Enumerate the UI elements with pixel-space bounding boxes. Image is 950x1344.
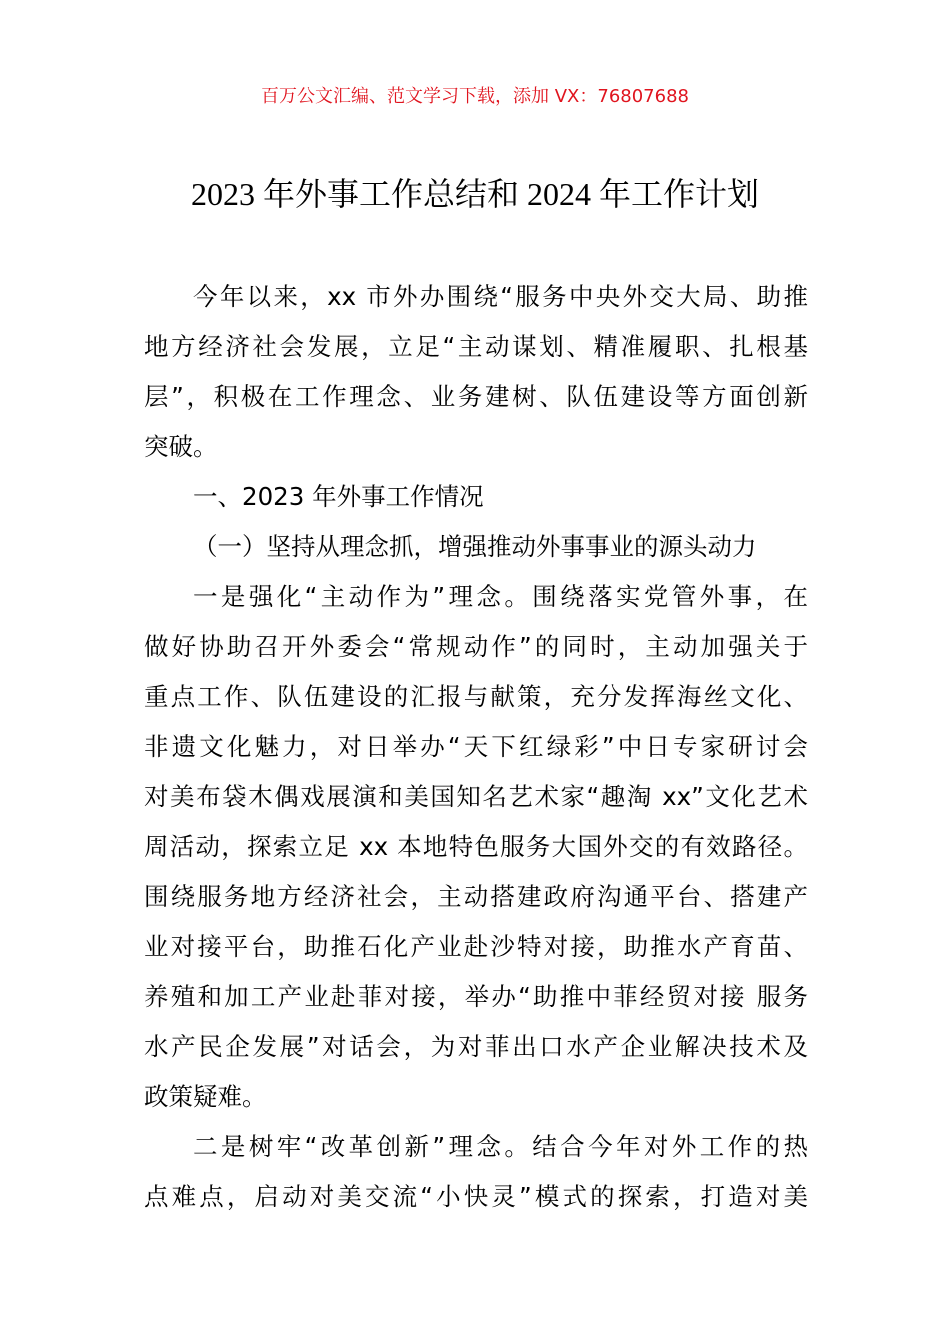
paragraph-line: 业对接平台，助推石化产业赴沙特对接，助推水产育苗、: [144, 932, 808, 961]
paragraph-line: 今年以来，xx 市外办围绕“服务中央外交大局、助推: [193, 282, 808, 311]
paragraph-line: 非遗文化魅力，对日举办“天下红绿彩”中日专家研讨会: [144, 732, 808, 761]
subsection-heading: （一）坚持从理念抓，增强推动外事事业的源头动力: [193, 532, 757, 561]
paragraph-line: 突破。: [144, 432, 218, 461]
paragraph-line: 地方经济社会发展，立足“主动谋划、精准履职、扎根基: [144, 332, 808, 361]
paragraph-line: 养殖和加工产业赴菲对接，举办“助推中菲经贸对接 服务: [144, 982, 808, 1011]
paragraph-line: 二是树牢“改革创新”理念。结合今年对外工作的热: [193, 1132, 808, 1161]
paragraph-line: 水产民企发展”对话会，为对菲出口水产企业解决技术及: [144, 1032, 808, 1061]
paragraph-line: 周活动，探索立足 xx 本地特色服务大国外交的有效路径。: [144, 832, 808, 861]
paragraph-line: 一是强化“主动作为”理念。围绕落实党管外事，在: [193, 582, 808, 611]
paragraph-line: 点难点，启动对美交流“小快灵”模式的探索，打造对美: [144, 1182, 808, 1211]
section-heading: 一、2023 年外事工作情况: [193, 482, 484, 511]
paragraph-line: 做好协助召开外委会“常规动作”的同时，主动加强关于: [144, 632, 808, 661]
paragraph-line: 层”，积极在工作理念、业务建树、队伍建设等方面创新: [144, 382, 808, 411]
paragraph-line: 围绕服务地方经济社会，主动搭建政府沟通平台、搭建产: [144, 882, 808, 911]
paragraph-line: 对美布袋木偶戏展演和美国知名艺术家“趣淘 xx”文化艺术: [144, 782, 808, 811]
watermark-banner: 百万公文汇编、范文学习下载，添加 VX：76807688: [261, 86, 689, 107]
document-title: 2023 年外事工作总结和 2024 年工作计划: [190, 176, 759, 212]
document-body: [144, 272, 808, 1222]
paragraph-line: 政策疑难。: [144, 1082, 267, 1111]
paragraph-line: 重点工作、队伍建设的汇报与献策，充分发挥海丝文化、: [144, 682, 808, 711]
